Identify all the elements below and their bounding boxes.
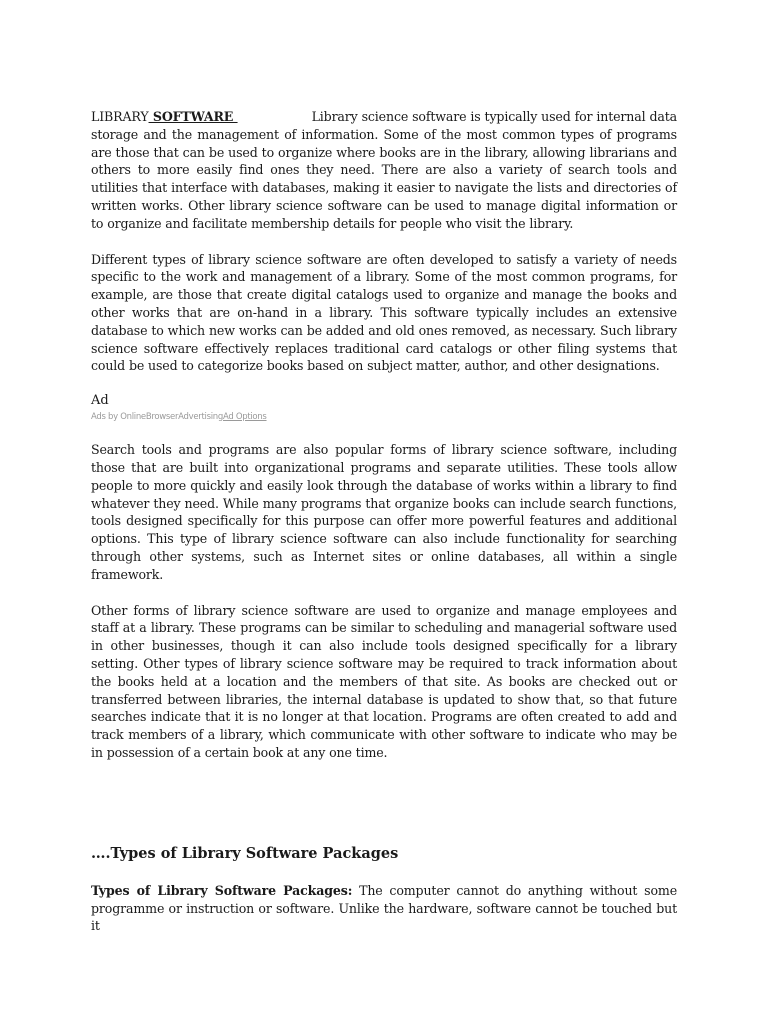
ad-label: Ad bbox=[91, 393, 109, 409]
ad-by-text: Ads by OnlineBrowserAdvertising bbox=[91, 412, 223, 423]
title-software: SOFTWARE bbox=[148, 109, 238, 124]
paragraph-5-text: The computer cannot do anything without some programme or instruction or software. Unlike the hardware, software cannot be touched but it bbox=[91, 882, 677, 934]
paragraph-5-lead: Types of Library Software Packages: bbox=[91, 882, 353, 898]
document-page bbox=[91, 108, 677, 935]
ad-attribution bbox=[91, 410, 677, 424]
ad-block bbox=[91, 392, 677, 424]
title-lead: LIBRARY bbox=[91, 109, 149, 124]
intro-text: Library science software is typically used for internal data storage and the management of information. Some of the most common types of programs are those that can be used to organize where books are in the library, allowing librarians and others to more easily find ones they need. There are also a variety of search tools and utilities that interface with databases, making it easier to navigate the lists and directories of written works. Other library science software can be used to manage digital information or to organize and facilitate membership details for people who visit the library. bbox=[91, 109, 677, 231]
paragraph-5 bbox=[91, 882, 677, 935]
section-heading: ….Types of Library Software Packages bbox=[91, 844, 399, 862]
intro-paragraph bbox=[91, 108, 677, 233]
paragraph-2: Different types of library science software are often developed to satisfy a variety of needs specific to the work and management of a library. Some of the most common programs, for example, are those that create digital catalogs used to organize and manage the books and other works that are on-hand in a library. This software typically includes an extensive database to which new works can be added and old ones removed, as necessary. Such library science software effectively replaces traditional card catalogs or other filing systems that could be used to categorize books based on subject matter, author, and other designations. bbox=[91, 251, 677, 374]
paragraph-3: Search tools and programs are also popular forms of library science software, including those that are built into organizational programs and separate utilities. These tools allow people to more quickly and easily look through the database of works within a library to find whatever they need. While many programs that organize books can include search functions, tools designed specifically for this purpose can offer more powerful features and additional options. This type of library science software can also include functionality for searching through other systems, such as Internet sites or online databases, all within a single framework. bbox=[91, 442, 677, 582]
ad-options-link[interactable]: Ad Options bbox=[222, 412, 267, 423]
paragraph-4: Other forms of library science software are used to organize and manage employees and staff at a library. These programs can be similar to scheduling and managerial software used in other businesses, though it can also include tools designed specifically for a library setting. Other types of library science software may be required to track information about the books held at a location and the members of that site. As books are checked out or transferred between libraries, the internal database is updated to show that, so that future searches indicate that it is no longer at that location. Programs are often created to add and track members of a library, which communicate with other software to indicate who may be in possession of a certain book at any one time. bbox=[91, 602, 677, 760]
